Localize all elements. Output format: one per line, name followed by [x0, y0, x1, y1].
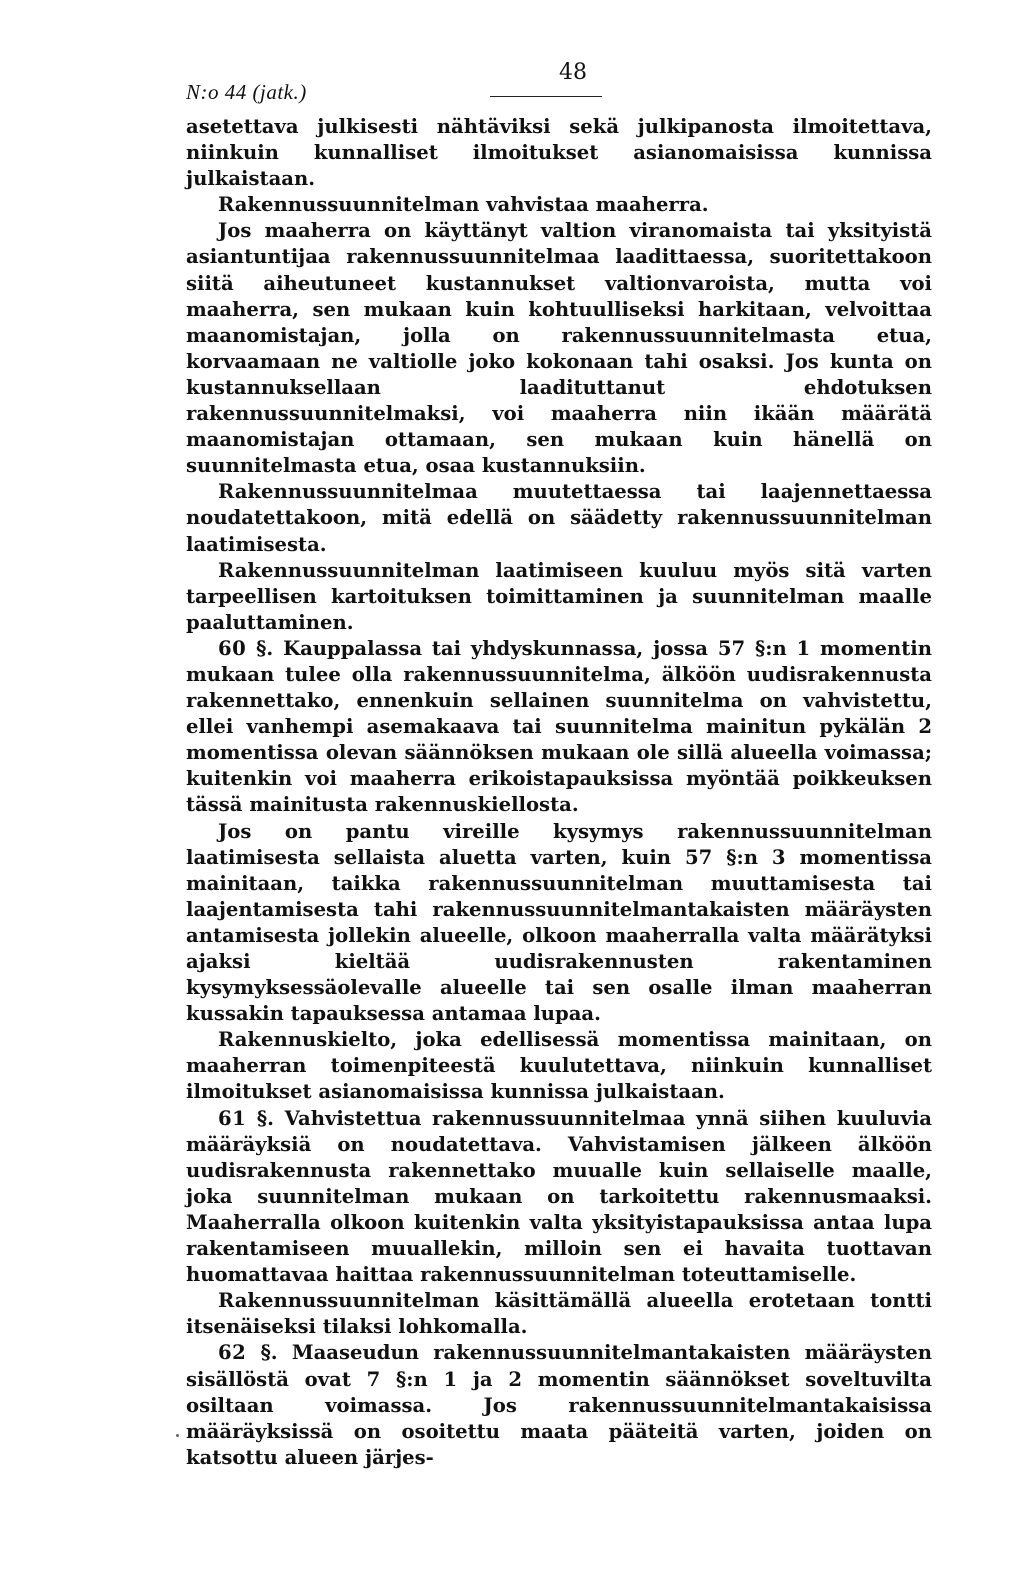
paragraph: Rakennussuunnitelman laatimiseen kuuluu myös sitä varten tarpeellisen kartoituksen toimittaminen ja suunnitelman maalle paaluttaminen.: [186, 558, 932, 634]
page-number: 48: [559, 60, 587, 85]
section-sign: §.: [256, 1106, 274, 1130]
paragraph: Rakennuskielto, joka edellisessä momentissa mainitaan, on maaherran toimenpiteestä kuulutettava, niinkuin kunnalliset ilmoitukset asianomaisissa kunnissa julkaistaan.: [186, 1028, 932, 1104]
paragraph: Jos maaherra on käyttänyt valtion viranomaista tai yksityistä asiantuntijaa rakennussuunnitelmaa laadittaessa, suoritettakoon siitä aiheutuneet kustannukset valtionvaroista, mutta voi maaherra, sen mukaan kuin kohtuulliseksi harkitaan, velvoittaa maanomistajan, jolla on rakennussuunnitelmasta etua, korvaamaan ne valtiolle joko kokonaan tahi osaksi. Jos kunta on kustannuksellaan laadituttanut ehdotuksen rakennussuunnitelmaksi, voi maaherra niin ikään määrätä maanomistajan ottamaan, sen mukaan kuin hänellä on suunnitelmasta etua, osaa kustannuksiin.: [186, 219, 932, 478]
section-number: 60: [218, 636, 247, 660]
page-number-rule: [490, 96, 602, 97]
stray-mark: [176, 1434, 179, 1437]
paragraph: Rakennussuunnitelman vahvistaa maaherra.: [218, 193, 709, 217]
section-text: Kauppalassa tai yhdyskunnassa, jossa 57 §:n 1 momentin mukaan tulee olla rakennussuunnitelma, älköön uudisrakennusta rakennettako, ennenkuin sellainen suunnitelma on vahvistettu, ellei vanhempi asemakaava tai suunnitelma mainitun pykälän 2 momentissa olevan säännöksen mukaan ole sillä alueella voimassa; kuitenkin voi maaherra erikoistapauksissa myöntää poikkeuksen tässä mainitusta rakennuskiellosta.: [186, 636, 933, 817]
section-number: 61: [218, 1106, 247, 1130]
section-sign: §.: [256, 636, 274, 660]
paragraph-continuation: asetettava julkisesti nähtäviksi sekä julkipanosta ilmoitettava, niinkuin kunnalliset ilmoitukset asianomaisissa kunnissa julkaistaan.: [186, 115, 932, 191]
body-text: [186, 114, 932, 1471]
section-60: [186, 636, 932, 819]
paragraph: Rakennussuunnitelman käsittämällä alueella erotetaan tontti itsenäiseksi tilaksi lohkomalla.: [186, 1289, 932, 1339]
paragraph: Jos on pantu vireille kysymys rakennussuunnitelman laatimisesta sellaista aluetta varten, kuin 57 §:n 3 momentissa mainitaan, taikka rakennussuunnitelman muuttamisesta tai laajentamisesta tahi rakennussuunnitelmantakaisten määräysten antamisesta jollekin alueelle, olkoon maaherralla valta määrätyksi ajaksi kieltää uudisrakennusten rakentaminen kysymyksessäolevalle alueelle tai sen osalle ilman maaherran kussakin tapauksessa antamaa lupaa.: [186, 819, 932, 1026]
section-sign: §.: [260, 1341, 278, 1365]
section-text: Maaseudun rakennussuunnitelmantakaisten määräysten sisällöstä ovat 7 §:n 1 ja 2 momentin säännökset soveltuvilta osiltaan voimassa. Jos rakennussuunnitelmantakaisissa määräyksissä on osoitettu maata pääteitä varten, joiden on katsottu alueen järjes-: [186, 1341, 932, 1469]
paragraph: Rakennussuunnitelmaa muutettaessa tai laajennettaessa noudatettakoon, mitä edellä on säädetty rakennussuunnitelman laatimisesta.: [186, 480, 932, 556]
section-61: [186, 1106, 932, 1289]
section-text: Vahvistettua rakennussuunnitelmaa ynnä siihen kuuluvia määräyksiä on noudatettava. Vahvistamisen jälkeen älköön uudisrakennusta rakennettako muualle kuin sellaiselle maalle, joka suunnitelman mukaan on tarkoitettu rakennusmaaksi. Maaherralla olkoon kuitenkin valta yksityistapauksissa antaa lupa rakentamiseen muuallekin, milloin sen ei havaita tuottavan huomattavaa haittaa rakennussuunnitelman toteuttamiselle.: [186, 1106, 933, 1287]
page-header: [186, 60, 932, 110]
running-head: N:o 44 (jatk.): [186, 80, 307, 104]
section-number: 62: [218, 1341, 247, 1365]
section-62: [186, 1340, 932, 1470]
